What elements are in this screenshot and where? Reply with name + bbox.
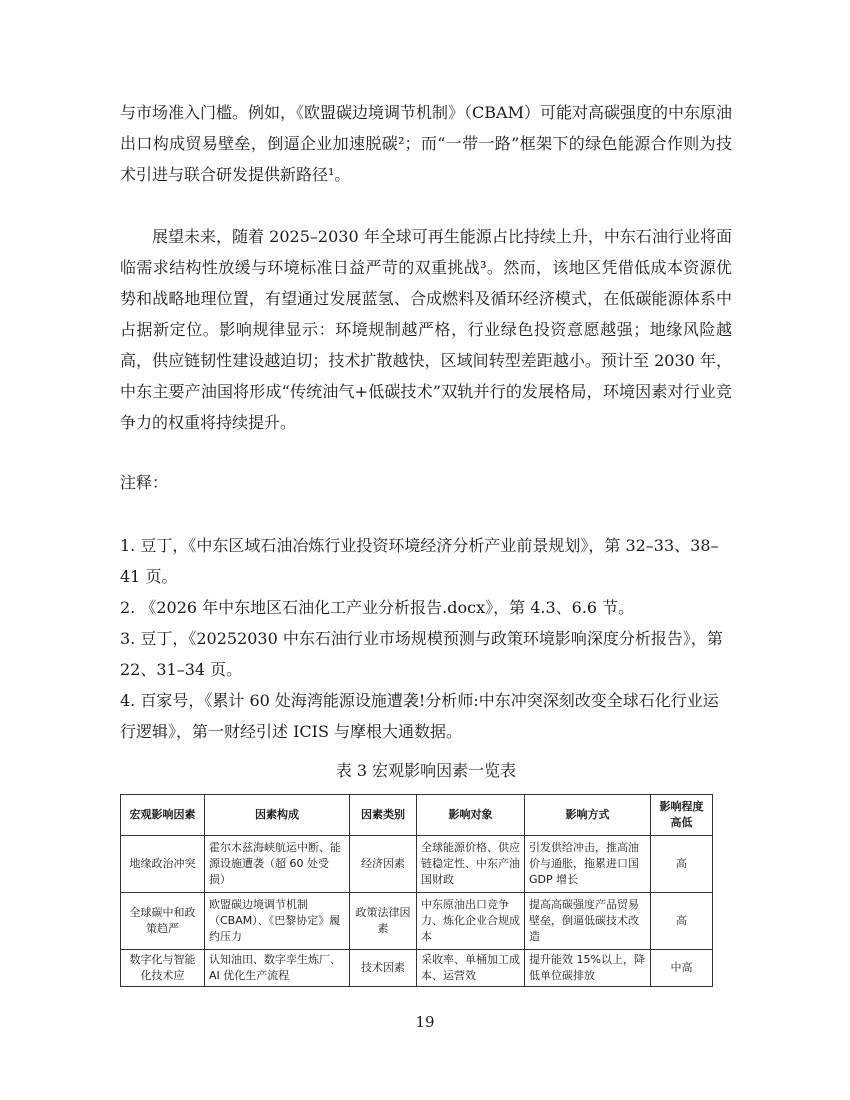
table-header-row xyxy=(121,795,713,836)
column-header: 因素类别 xyxy=(350,795,417,836)
table-cell: 认知油田、数字孪生炼厂、AI 优化生产流程 xyxy=(205,950,350,987)
table-cell: 全球碳中和政策趋严 xyxy=(121,893,205,950)
page-number: 19 xyxy=(415,1013,435,1031)
table-cell: 引发供给冲击，推高油价与通胀，拖累进口国 GDP 增长 xyxy=(525,836,651,893)
table-cell: 经济因素 xyxy=(350,836,417,893)
table-cell: 霍尔木兹海峡航运中断、能源设施遭袭（超 60 处受损） xyxy=(205,836,350,893)
column-header: 影响对象 xyxy=(417,795,525,836)
table-cell: 政策法律因素 xyxy=(350,893,417,950)
note-item: 3. 豆丁，《20252030 中东石油行业市场规模预测与政策环境影响深度分析报告》，第 22、31–34 页。 xyxy=(120,629,723,679)
notes-list xyxy=(120,530,732,747)
macro-factors-table xyxy=(120,794,713,987)
table-cell: 技术因素 xyxy=(350,950,417,987)
table-cell: 中东原油出口竞争力、炼化企业合规成本 xyxy=(417,893,525,950)
note-item: 2. 《2026 年中东地区石油化工产业分析报告.docx》，第 4.3、6.6 节。 xyxy=(120,598,635,617)
table-cell: 高 xyxy=(651,836,713,893)
paragraph-2: 展望未来，随着 2025–2030 年全球可再生能源占比持续上升，中东石油行业将面临需求结构性放缓与环境标准日益严苛的双重挑战³。然而，该地区凭借低成本资源优势和战略地理位置，有望通过发展蓝氢、合成燃料及循环经济模式，在低碳能源体系中占据新定位。影响规律显示：环境规制越严格，行业绿色投资意愿越强；地缘风险越高，供应链韧性建设越迫切；技术扩散越快，区域间转型差距越小。预计至 2030 年，中东主要产油国将形成“传统油气+低碳技术”双轨并行的发展格局，环境因素对行业竞争力的权重将持续提升。 xyxy=(120,227,732,432)
column-header: 因素构成 xyxy=(205,795,350,836)
table-row xyxy=(121,893,713,950)
paragraph-1: 与市场准入门槛。例如，《欧盟碳边境调节机制》（CBAM）可能对高碳强度的中东原油出口构成贸易壁垒，倒逼企业加速脱碳²；而“一带一路”框架下的绿色能源合作则为技术引进与联合研发提供新路径¹。 xyxy=(120,103,732,184)
column-header: 宏观影响因素 xyxy=(121,795,205,836)
column-header: 影响方式 xyxy=(525,795,651,836)
column-header: 影响程度高低 xyxy=(651,795,713,836)
table-cell: 提升能效 15%以上，降低单位碳排放 xyxy=(525,950,651,987)
table-cell: 中高 xyxy=(651,950,713,987)
table-cell: 提高高碳强度产品贸易壁垒，倒逼低碳技术改造 xyxy=(525,893,651,950)
table-row xyxy=(121,950,713,987)
table-row xyxy=(121,836,713,893)
table-cell: 采收率、单桶加工成本、运营效 xyxy=(417,950,525,987)
table-cell: 欧盟碳边境调节机制（CBAM）、《巴黎协定》履约压力 xyxy=(205,893,350,950)
table-cell: 地缘政治冲突 xyxy=(121,836,205,893)
note-item: 4. 百家号，《累计 60 处海湾能源设施遭袭!分析师:中东冲突深刻改变全球石化行业运行逻辑》，第一财经引述 ICIS 与摩根大通数据。 xyxy=(120,691,719,741)
table-cell: 全球能源价格、供应链稳定性、中东产油国财政 xyxy=(417,836,525,893)
table-cell: 数字化与智能化技术应 xyxy=(121,950,205,987)
note-item: 1. 豆丁，《中东区域石油冶炼行业投资环境经济分析产业前景规划》，第 32–33、38–41 页。 xyxy=(120,536,719,586)
notes-heading: 注释： xyxy=(120,473,169,492)
table-caption: 表 3 宏观影响因素一览表 xyxy=(335,761,517,780)
table-cell: 高 xyxy=(651,893,713,950)
